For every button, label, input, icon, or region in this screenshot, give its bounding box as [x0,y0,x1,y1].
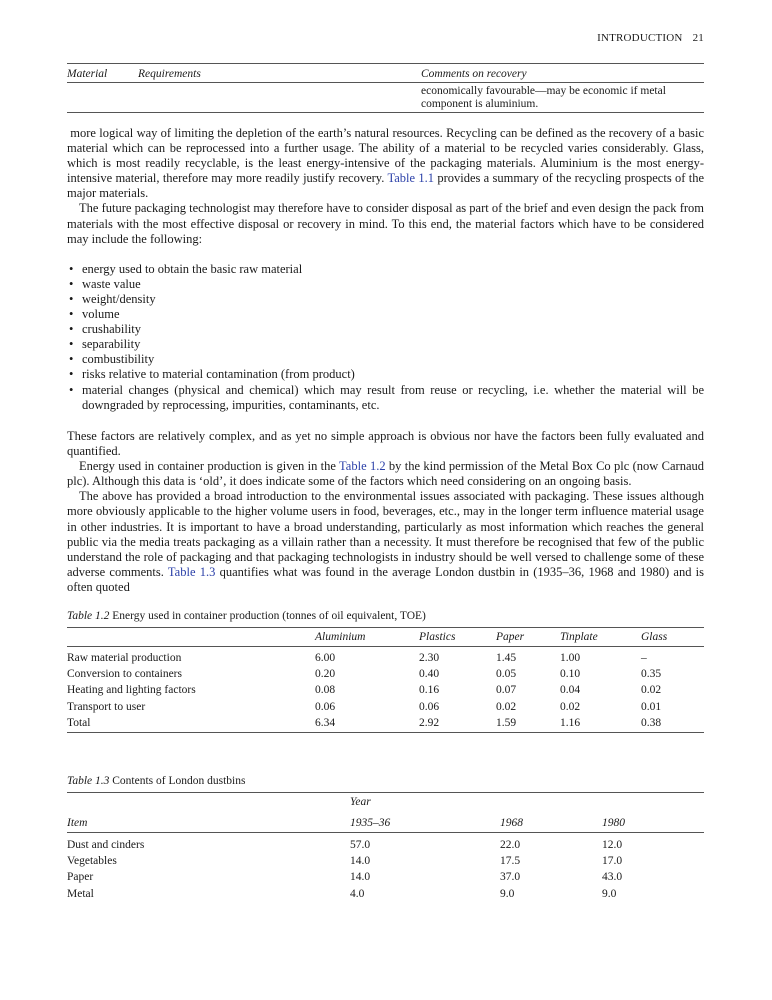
table-cell: 43.0 [602,871,623,884]
table-row [67,667,704,683]
table-cell: 0.08 [315,684,336,697]
body-text-upper [67,126,704,413]
page-number: 21 [692,32,704,44]
table-1-1-link[interactable]: Table 1.1 [387,171,434,186]
table-cell: 6.34 [315,716,336,729]
table-cell: 0.40 [419,668,440,681]
running-head [597,32,704,44]
table-cell: 2.30 [419,652,440,664]
table-row [67,647,704,668]
table-cell: Vegetables [67,855,117,868]
table-cell: 0.04 [560,684,581,697]
table-cell: 1.45 [496,652,517,664]
table-cell [138,83,421,113]
col-group-header: Year [350,796,371,808]
table-cell: 2.92 [419,716,440,729]
list-item: • material changes (physical and chemical) which may result from reuse or recycling, i.e. whether the material will be downgraded by reprocessing, impurities, contaminants, etc. [67,383,704,413]
table-cell: 0.02 [560,700,581,713]
table-cell: 14.0 [350,871,371,884]
table-row [67,700,704,716]
table-row [67,853,704,869]
table-cell: 9.0 [500,887,515,900]
col-header [67,628,315,647]
list-item: • combustibility [67,352,704,367]
table-cell: 1.16 [560,716,581,729]
col-header: Paper [496,628,560,647]
section-title: INTRODUCTION [597,32,683,44]
table-cell: 57.0 [350,839,371,851]
table-cell: 0.02 [641,684,662,697]
list-item: • waste value [67,277,704,292]
table-cell: 4.0 [350,887,365,900]
table-1-2-link[interactable]: Table 1.2 [339,459,386,474]
table-cell: 0.38 [641,716,662,729]
table-row [67,716,704,733]
table-cell: 1.00 [560,652,581,664]
table-row [67,869,704,885]
col-header-comments: Comments on recovery [421,64,704,83]
col-header-requirements: Requirements [138,64,421,83]
col-header: Aluminium [315,628,419,647]
col-header: 1980 [602,811,704,833]
paragraph: more logical way of limiting the depletion of the earth’s natural resources. Recycling can be defined as the recovery of a basic material which can be reprocessed into a further usage. The ability of a material to be recycled varies considerably. Glass, which is most readily recyclable, is the least energy-intensive of the packaging materials. Aluminium is the most energy-intensive material, therefore may more readily justify recovery. Table 1.1 provides a summary of the recycling prospects of the major materials. [67,126,704,201]
table-cell: 0.35 [641,668,662,681]
col-header: Plastics [419,628,496,647]
col-header-material: Material [67,64,138,83]
list-item: • separability [67,337,704,352]
table-cell: economically favourable—may be economic if metal component is aluminium. [421,85,666,110]
table-cell: 9.0 [602,887,617,900]
paragraph: Energy used in container production is given in the Table 1.2 by the kind permission of the Metal Box Co plc (now Carnaud plc). Although this data is ‘old’, it does indicate some of the factors which need considering on an ongoing basis. [67,459,704,489]
table-cell: 17.5 [500,855,521,868]
table-cell: Conversion to containers [67,668,182,681]
paragraph: These factors are relatively complex, and as yet no simple approach is obvious nor have the factors been fully evaluated and quantified. [67,429,704,459]
table-1-3-caption: Table 1.3 Contents of London dustbins [67,775,246,787]
table-row [67,833,704,854]
paragraph: The future packaging technologist may therefore have to consider disposal as part of the brief and even design the pack from materials with the most effective disposal or recovery in mind. To this end, the material factors which have to be considered may include the following: [67,201,704,246]
table-row [67,683,704,699]
table-cell: 17.0 [602,855,623,868]
table-cell: 0.10 [560,668,581,681]
table-row [67,886,704,902]
table-cell: 0.06 [315,700,336,713]
col-header: Tinplate [560,628,641,647]
list-item: • weight/density [67,292,704,307]
col-header: 1935–36 [350,811,500,833]
table-header-row [67,811,704,833]
table-cell: 14.0 [350,855,371,868]
body-text-lower [67,429,704,595]
table-1-2 [67,627,704,733]
table-cell: Total [67,716,91,729]
list-item: • volume [67,307,704,322]
table-cell: Metal [67,887,94,900]
list-item: • energy used to obtain the basic raw material [67,262,704,277]
table-cell: 6.00 [315,652,336,664]
paragraph: The above has provided a broad introduction to the environmental issues associated with packaging. These issues although more obviously applicable to the higher volume users in food, beverages, etc., may in the longer term influence material usage in other industries. It is important to have a broad understanding, particularly as most information which reaches the general public via the media treats packaging as a villain rather than a necessity. It must therefore be recognised that few of the public understand the role of packaging and that packaging technologists in industry should be well versed to challenge some of these adverse comments. Table 1.3 quantifies what was found in the average London dustbin in (1935–36, 1968 and 1980) and is often quoted [67,489,705,594]
factor-list [67,262,704,413]
table-cell: 0.01 [641,700,662,713]
table-cell [67,83,138,113]
table-cell: Transport to user [67,700,146,713]
table-cell: 1.59 [496,716,517,729]
list-item: • risks relative to material contamination (from product) [67,367,704,382]
table-cell: 12.0 [602,839,623,851]
table-cell: 0.02 [496,700,517,713]
table-cell: 0.16 [419,684,440,697]
table-cell: Paper [67,871,94,884]
table-cell: Heating and lighting factors [67,684,196,697]
table-cell: 0.06 [419,700,440,713]
table-header-row [67,628,704,647]
col-header: Item [67,811,350,833]
table-1-3 [67,792,704,902]
list-item: • crushability [67,322,704,337]
table-1-2-caption: Table 1.2 Energy used in container production (tonnes of oil equivalent, TOE) [67,610,426,622]
table-cell: 0.07 [496,684,517,697]
table-group-header-row [67,793,704,812]
col-header: 1968 [500,811,602,833]
table-cell: 37.0 [500,871,521,884]
col-header: Glass [641,628,704,647]
table-cell: 22.0 [500,839,521,851]
table-row [67,83,704,113]
table-cell: – [641,652,647,664]
table-1-1-continuation [67,63,704,113]
table-cell: 0.20 [315,668,336,681]
table-1-3-link[interactable]: Table 1.3 [167,564,216,579]
table-cell: Raw material production [67,652,182,664]
table-cell: Dust and cinders [67,839,145,851]
table-cell: 0.05 [496,668,517,681]
